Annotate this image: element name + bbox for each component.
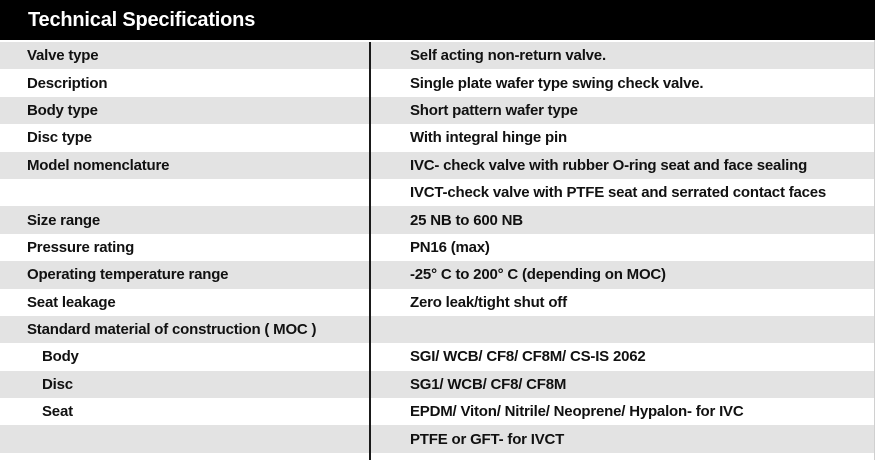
spec-label: Seat leakage [27,293,116,311]
table-row [0,343,875,370]
spec-label: Body type [27,101,98,119]
table-row [0,398,875,425]
spec-value: Short pattern wafer type [410,101,578,119]
spec-value: With integral hinge pin [410,129,567,147]
spec-value: IVCT-check valve with PTFE seat and serrated contact faces [410,184,827,202]
column-divider [369,42,371,460]
spec-value: Self acting non-return valve. [410,47,606,65]
table-row [0,206,875,233]
spec-label: Standard material of construction ( MOC ) [27,321,317,339]
table-row [0,425,875,452]
spec-value: EPDM/ Viton/ Nitrile/ Neoprene/ Hypalon- for IVC [410,403,744,421]
spec-label: Operating temperature range [27,266,229,284]
spec-label: Pressure rating [27,238,135,256]
spec-label: Disc [42,375,73,393]
spec-label: Model nomenclature [27,156,170,174]
spec-table [0,42,875,453]
spec-label: Valve type [27,47,99,65]
table-row [0,179,875,206]
spec-value: IVC- check valve with rubber O-ring seat and face sealing [410,156,808,174]
table-row [0,289,875,316]
spec-label: Description [27,74,108,92]
spec-label: Size range [27,211,101,229]
spec-value: PTFE or GFT- for IVCT [410,430,565,448]
table-row [0,42,875,69]
table-row [0,124,875,151]
table-row [0,69,875,96]
spec-value: Zero leak/tight shut off [410,293,567,311]
spec-label: Seat [42,403,73,421]
table-row [0,97,875,124]
spec-value: -25° C to 200° C (depending on MOC) [410,266,666,284]
spec-value: PN16 (max) [410,238,490,256]
spec-value: Single plate wafer type swing check valve. [410,74,704,92]
table-row [0,371,875,398]
spec-label: Body [42,348,79,366]
table-row [0,234,875,261]
table-row [0,261,875,288]
spec-label: Disc type [27,129,92,147]
spec-value: SGI/ WCB/ CF8/ CF8M/ CS-IS 2062 [410,348,646,366]
section-title: Technical Specifications [0,0,875,40]
spec-value: SG1/ WCB/ CF8/ CF8M [410,375,567,393]
spec-value: 25 NB to 600 NB [410,211,523,229]
table-row [0,152,875,179]
table-row [0,316,875,343]
